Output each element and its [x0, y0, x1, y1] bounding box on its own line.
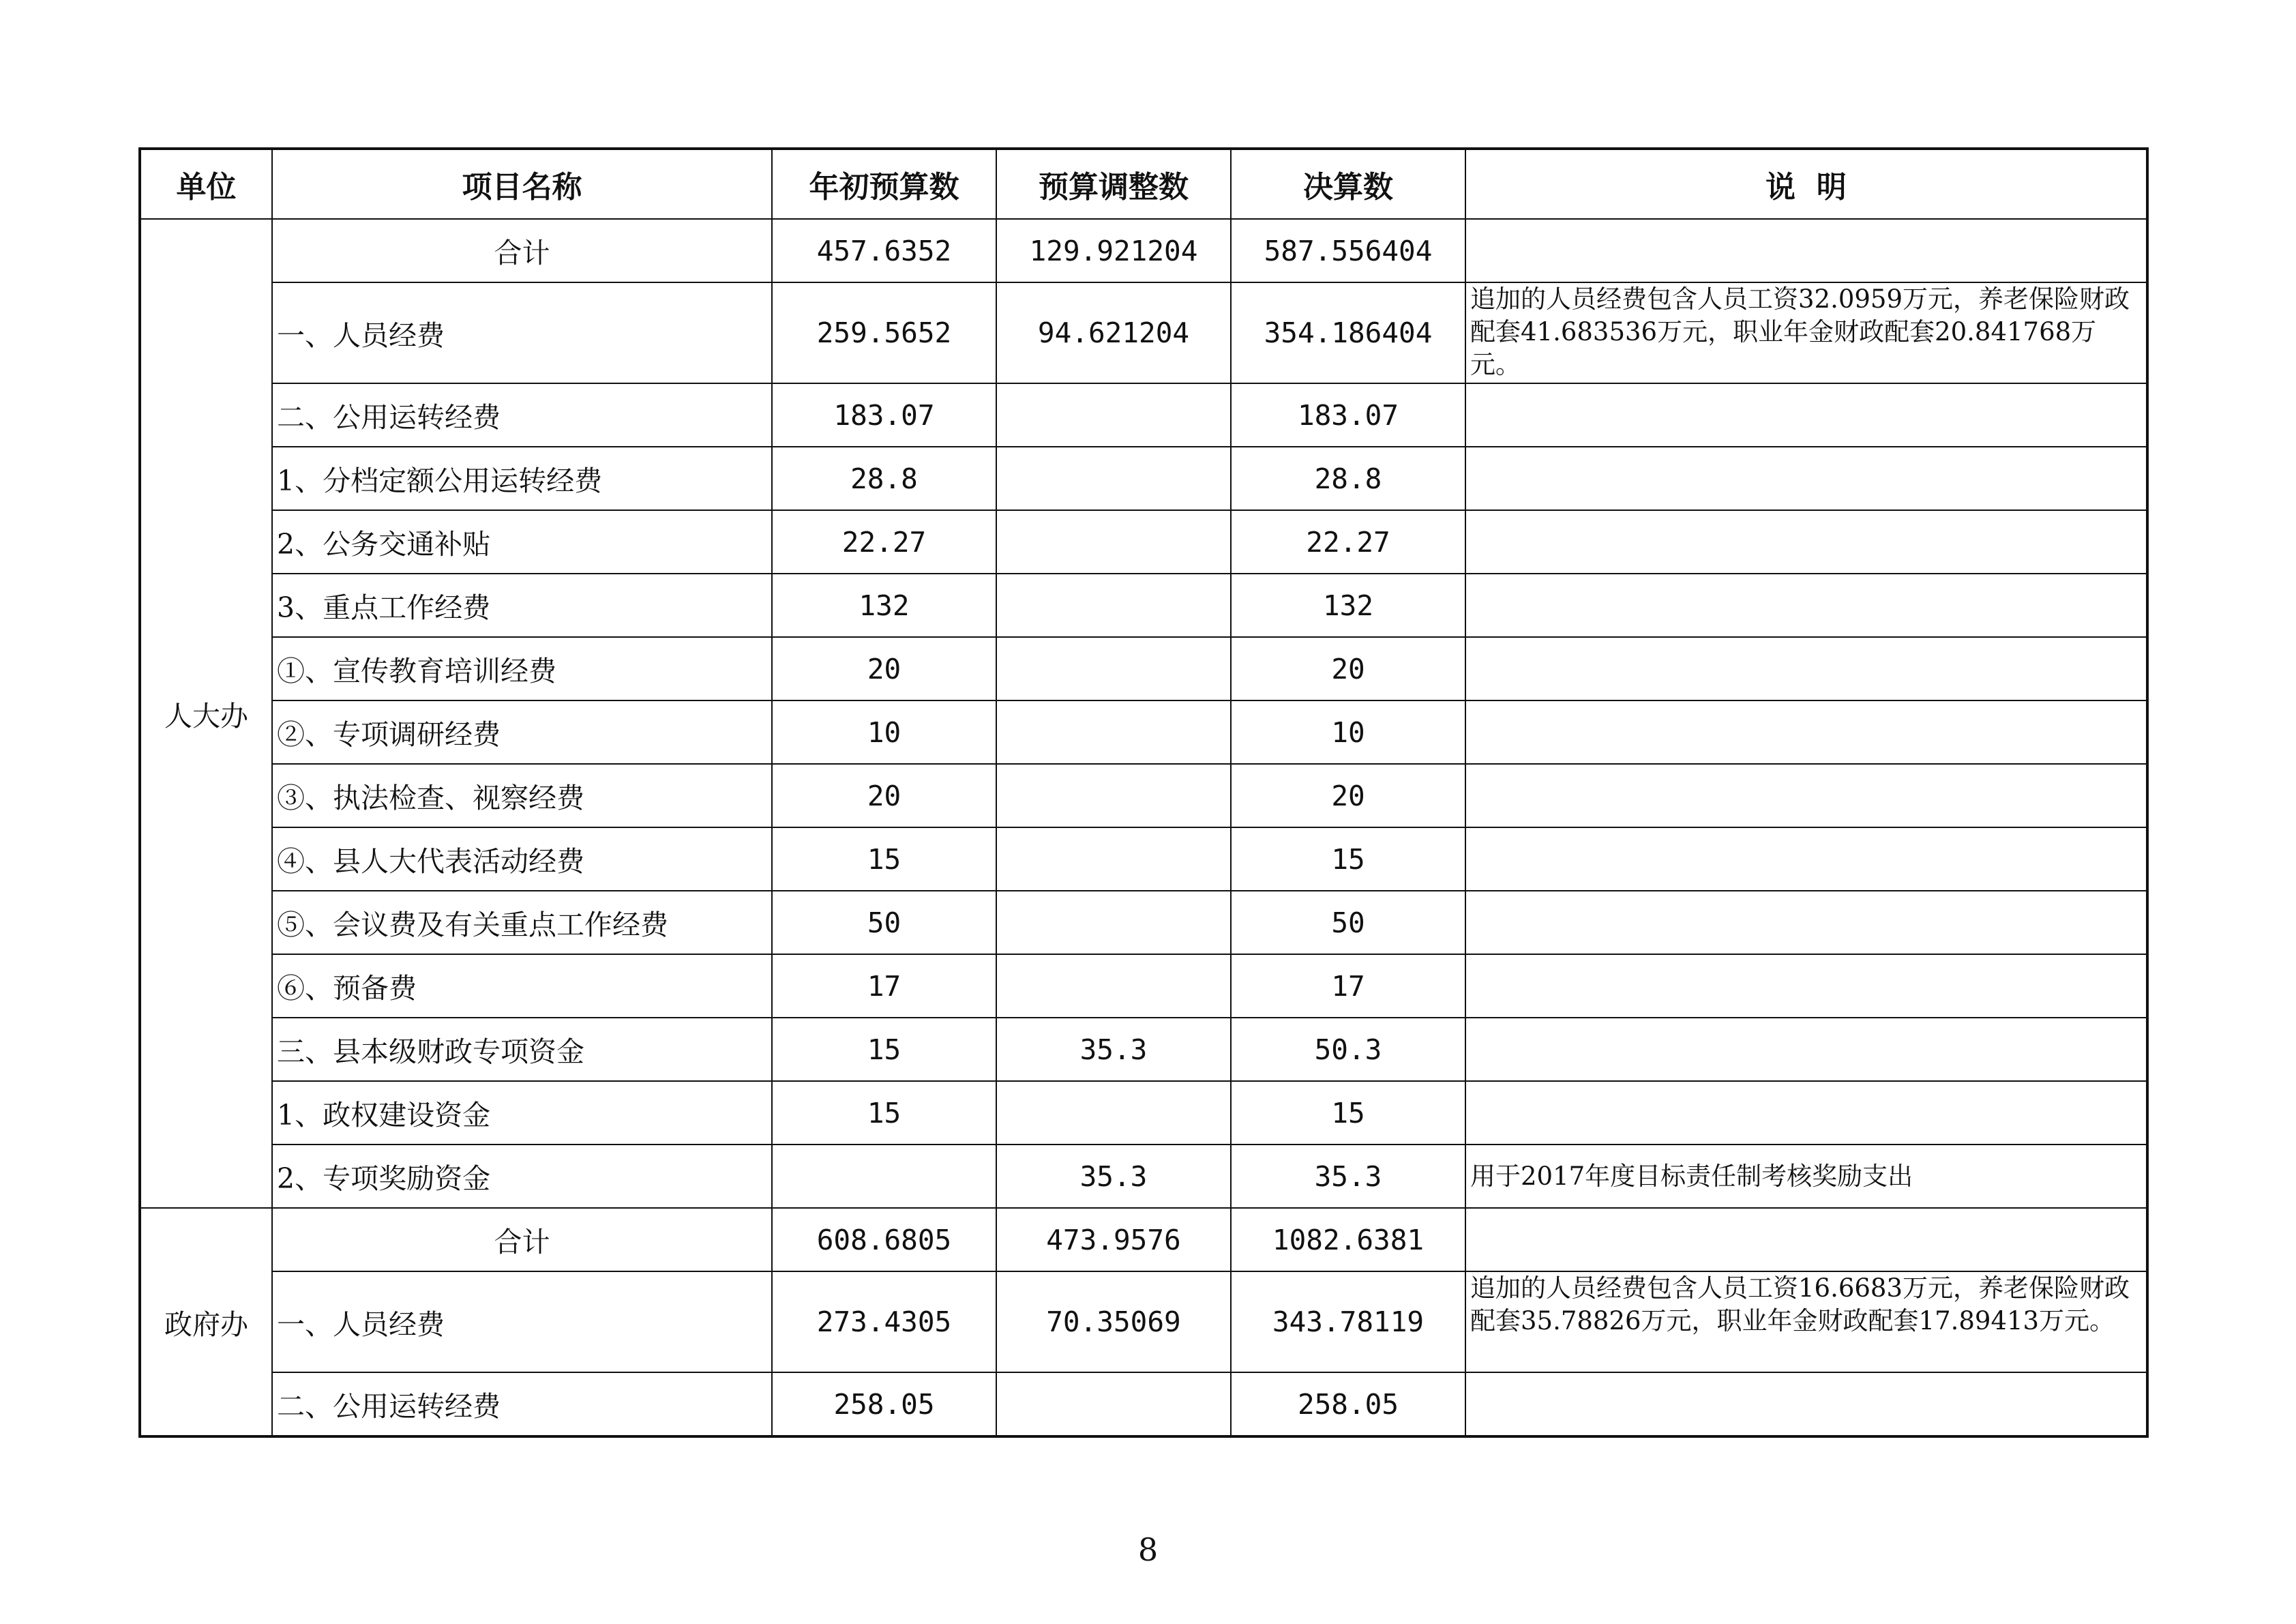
adjustment-cell	[996, 764, 1231, 827]
table-row	[140, 1145, 2147, 1208]
note-cell	[1465, 764, 2147, 827]
header-final-accounts: 决算数	[1231, 149, 1465, 219]
final-cell: 10	[1231, 700, 1465, 764]
header-budget-adjustment: 预算调整数	[996, 149, 1231, 219]
item-name-cell: 3、重点工作经费	[272, 574, 772, 637]
item-name-cell: ③、执法检查、视察经费	[272, 764, 772, 827]
initial-budget-cell: 20	[772, 764, 996, 827]
initial-budget-cell: 132	[772, 574, 996, 637]
item-name-cell: 二、公用运转经费	[272, 1372, 772, 1436]
item-name-cell: 合计	[272, 1208, 772, 1271]
table-row	[140, 1372, 2147, 1436]
final-cell: 22.27	[1231, 510, 1465, 574]
initial-budget-cell: 20	[772, 637, 996, 700]
note-cell	[1465, 954, 2147, 1018]
item-name-cell: 三、县本级财政专项资金	[272, 1018, 772, 1081]
item-name-cell: 一、人员经费	[272, 282, 772, 383]
item-name-cell: 2、专项奖励资金	[272, 1145, 772, 1208]
item-name-cell: 1、政权建设资金	[272, 1081, 772, 1145]
initial-budget-cell: 15	[772, 1018, 996, 1081]
note-cell	[1465, 1208, 2147, 1271]
note-cell: 用于2017年度目标责任制考核奖励支出	[1465, 1145, 2147, 1208]
page-number: 8	[1137, 1531, 1159, 1568]
final-cell: 15	[1231, 827, 1465, 891]
final-cell: 50	[1231, 891, 1465, 954]
item-name-cell: 一、人员经费	[272, 1271, 772, 1372]
adjustment-cell: 94.621204	[996, 282, 1231, 383]
header-item-name: 项目名称	[272, 149, 772, 219]
item-name-cell: ⑥、预备费	[272, 954, 772, 1018]
initial-budget-cell: 15	[772, 1081, 996, 1145]
final-cell: 20	[1231, 764, 1465, 827]
table-row	[140, 764, 2147, 827]
adjustment-cell	[996, 447, 1231, 510]
item-name-cell: 合计	[272, 219, 772, 282]
initial-budget-cell	[772, 1145, 996, 1208]
item-name-cell: ⑤、会议费及有关重点工作经费	[272, 891, 772, 954]
final-cell: 343.78119	[1231, 1271, 1465, 1372]
note-cell	[1465, 1018, 2147, 1081]
adjustment-cell: 35.3	[996, 1145, 1231, 1208]
adjustment-cell: 35.3	[996, 1018, 1231, 1081]
adjustment-cell: 70.35069	[996, 1271, 1231, 1372]
initial-budget-cell: 259.5652	[772, 282, 996, 383]
item-name-cell: 1、分档定额公用运转经费	[272, 447, 772, 510]
table-header-row	[140, 149, 2147, 219]
table-row	[140, 637, 2147, 700]
table-row	[140, 447, 2147, 510]
adjustment-cell	[996, 383, 1231, 447]
budget-table-container	[138, 147, 2149, 1438]
note-cell	[1465, 383, 2147, 447]
note-cell: 追加的人员经费包含人员工资32.0959万元，养老保险财政配套41.683536万元，职业年金财政配套20.841768万元。	[1465, 282, 2147, 383]
unit-cell: 政府办	[140, 1208, 272, 1436]
adjustment-cell	[996, 827, 1231, 891]
adjustment-cell	[996, 574, 1231, 637]
table-row	[140, 1018, 2147, 1081]
item-name-cell: 二、公用运转经费	[272, 383, 772, 447]
initial-budget-cell: 28.8	[772, 447, 996, 510]
initial-budget-cell: 608.6805	[772, 1208, 996, 1271]
adjustment-cell	[996, 510, 1231, 574]
final-cell: 258.05	[1231, 1372, 1465, 1436]
initial-budget-cell: 10	[772, 700, 996, 764]
final-cell: 354.186404	[1231, 282, 1465, 383]
table-row	[140, 383, 2147, 447]
adjustment-cell	[996, 954, 1231, 1018]
note-cell	[1465, 447, 2147, 510]
initial-budget-cell: 273.4305	[772, 1271, 996, 1372]
item-name-cell: ②、专项调研经费	[272, 700, 772, 764]
table-row	[140, 1081, 2147, 1145]
final-cell: 15	[1231, 1081, 1465, 1145]
adjustment-cell	[996, 1372, 1231, 1436]
final-cell: 587.556404	[1231, 219, 1465, 282]
table-row	[140, 510, 2147, 574]
adjustment-cell	[996, 1081, 1231, 1145]
note-cell	[1465, 891, 2147, 954]
header-unit: 单位	[140, 149, 272, 219]
initial-budget-cell: 50	[772, 891, 996, 954]
final-cell: 183.07	[1231, 383, 1465, 447]
adjustment-cell: 473.9576	[996, 1208, 1231, 1271]
table-row	[140, 219, 2147, 282]
unit-cell: 人大办	[140, 219, 272, 1208]
note-cell	[1465, 700, 2147, 764]
adjustment-cell	[996, 637, 1231, 700]
note-cell	[1465, 827, 2147, 891]
table-row	[140, 954, 2147, 1018]
note-cell: 追加的人员经费包含人员工资16.6683万元，养老保险财政配套35.78826万元，职业年金财政配套17.89413万元。	[1465, 1271, 2147, 1372]
table-row	[140, 1271, 2147, 1372]
adjustment-cell: 129.921204	[996, 219, 1231, 282]
final-cell: 132	[1231, 574, 1465, 637]
table-row	[140, 1208, 2147, 1271]
adjustment-cell	[996, 891, 1231, 954]
final-cell: 28.8	[1231, 447, 1465, 510]
table-row	[140, 827, 2147, 891]
initial-budget-cell: 15	[772, 827, 996, 891]
item-name-cell: ④、县人大代表活动经费	[272, 827, 772, 891]
item-name-cell: 2、公务交通补贴	[272, 510, 772, 574]
note-cell	[1465, 637, 2147, 700]
item-name-cell: ①、宣传教育培训经费	[272, 637, 772, 700]
table-row	[140, 700, 2147, 764]
final-cell: 35.3	[1231, 1145, 1465, 1208]
initial-budget-cell: 22.27	[772, 510, 996, 574]
note-cell	[1465, 574, 2147, 637]
initial-budget-cell: 17	[772, 954, 996, 1018]
adjustment-cell	[996, 700, 1231, 764]
table-row	[140, 891, 2147, 954]
final-cell: 17	[1231, 954, 1465, 1018]
final-cell: 20	[1231, 637, 1465, 700]
budget-table	[138, 147, 2149, 1438]
note-cell	[1465, 510, 2147, 574]
table-row	[140, 574, 2147, 637]
note-cell	[1465, 219, 2147, 282]
note-cell	[1465, 1372, 2147, 1436]
final-cell: 1082.6381	[1231, 1208, 1465, 1271]
initial-budget-cell: 258.05	[772, 1372, 996, 1436]
initial-budget-cell: 457.6352	[772, 219, 996, 282]
note-cell	[1465, 1081, 2147, 1145]
initial-budget-cell: 183.07	[772, 383, 996, 447]
header-initial-budget: 年初预算数	[772, 149, 996, 219]
final-cell: 50.3	[1231, 1018, 1465, 1081]
header-notes: 说 明	[1465, 149, 2147, 219]
table-row	[140, 282, 2147, 383]
